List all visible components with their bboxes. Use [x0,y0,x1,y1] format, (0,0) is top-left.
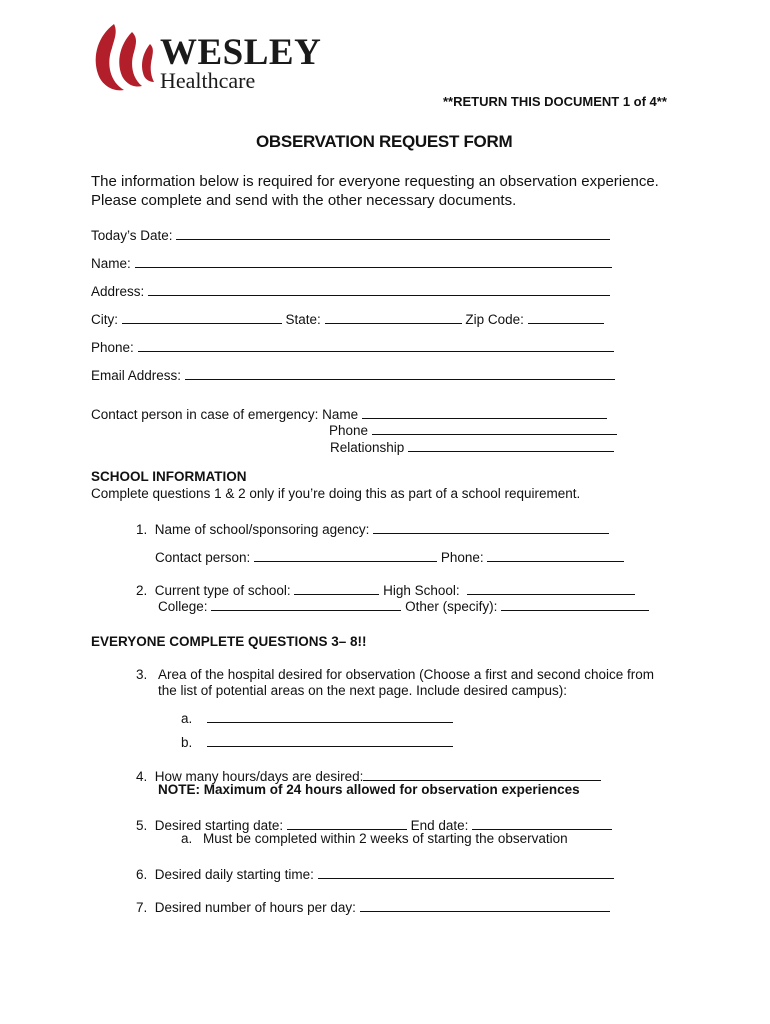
q3-b-field[interactable] [207,732,453,747]
intro-line-2: Please complete and send with the other necessary documents. [91,192,517,209]
q5-number: 5. [136,818,148,833]
q5-end-label: End date: [410,818,469,833]
zip-label: Zip Code: [465,312,524,327]
q1-field[interactable] [373,519,609,534]
city-label: City: [91,312,118,327]
q2-other-label: Other (specify): [405,599,498,614]
q4-field[interactable] [363,766,601,781]
q4-number: 4. [136,769,148,784]
q3-line-1: Area of the hospital desired for observation (Choose a first and second choice from [158,667,655,682]
emergency-name-label: Contact person in case of emergency: Name [91,407,359,422]
q4-label: How many hours/days are desired: [154,769,364,784]
q6-label: Desired daily starting time: [154,867,314,882]
brand-subtitle: Healthcare [160,68,256,93]
q2-high-field[interactable] [467,580,635,595]
name-label: Name: [91,256,131,271]
contact-phone-label: Phone: [440,550,484,565]
q2-number: 2. [136,583,148,598]
everyone-heading: EVERYONE COMPLETE QUESTIONS 3– 8!! [91,634,367,649]
brand-name: WESLEY [160,32,322,73]
date-label: Today’s Date: [91,228,173,243]
q6-field[interactable] [318,864,614,879]
contact-phone-field[interactable] [487,547,624,562]
return-note: **RETURN THIS DOCUMENT 1 of 4** [443,94,667,109]
q5-end-field[interactable] [472,815,612,830]
q6-number: 6. [136,867,148,882]
q1-label: Name of school/sponsoring agency: [154,522,370,537]
address-label: Address: [91,284,145,299]
emergency-name-field[interactable] [362,404,607,419]
q2-college-label: College: [158,599,208,614]
q1-number: 1. [136,522,148,537]
q3-a-label: a. [181,711,193,726]
date-field[interactable] [176,225,610,240]
q2-type-label: Current type of school: [154,583,291,598]
q5-start-label: Desired starting date: [154,818,284,833]
q2-other-field[interactable] [501,596,649,611]
q3-line-2: the list of potential areas on the next page. Include desired campus): [158,683,568,698]
q2-high-label: High School: [383,583,460,598]
contact-person-field[interactable] [254,547,437,562]
q7-label: Desired number of hours per day: [154,900,356,915]
email-field[interactable] [185,365,615,380]
emergency-phone-label: Phone [329,423,369,438]
q2-type-field[interactable] [294,580,379,595]
q5-start-field[interactable] [287,815,407,830]
contact-person-label: Contact person: [155,550,251,565]
q3-number: 3. [136,667,148,682]
state-label: State: [285,312,321,327]
name-field[interactable] [135,253,612,268]
q5-sub-number: a. [181,831,193,846]
q7-field[interactable] [360,897,610,912]
phone-label: Phone: [91,340,134,355]
q4-note: NOTE: Maximum of 24 hours allowed for observation experiences [158,782,580,797]
q2-college-field[interactable] [211,596,401,611]
q5-sub-note: Must be completed within 2 weeks of starting the observation [203,831,568,846]
school-instructions: Complete questions 1 & 2 only if you’re doing this as part of a school requirement. [91,486,581,501]
intro-line-1: The information below is required for everyone requesting an observation experience. [91,173,659,190]
q3-a-field[interactable] [207,708,453,723]
school-heading: SCHOOL INFORMATION [91,469,247,484]
page-title: OBSERVATION REQUEST FORM [256,132,513,151]
q7-number: 7. [136,900,148,915]
emergency-relationship-field[interactable] [408,437,614,452]
q3-b-label: b. [181,735,193,750]
email-label: Email Address: [91,368,182,383]
emergency-relationship-label: Relationship [330,440,405,455]
phone-field[interactable] [138,337,614,352]
city-field[interactable] [122,309,282,324]
address-field[interactable] [148,281,610,296]
zip-field[interactable] [528,309,604,324]
state-field[interactable] [325,309,462,324]
wesley-flame-logo [92,22,156,92]
emergency-phone-field[interactable] [372,420,617,435]
